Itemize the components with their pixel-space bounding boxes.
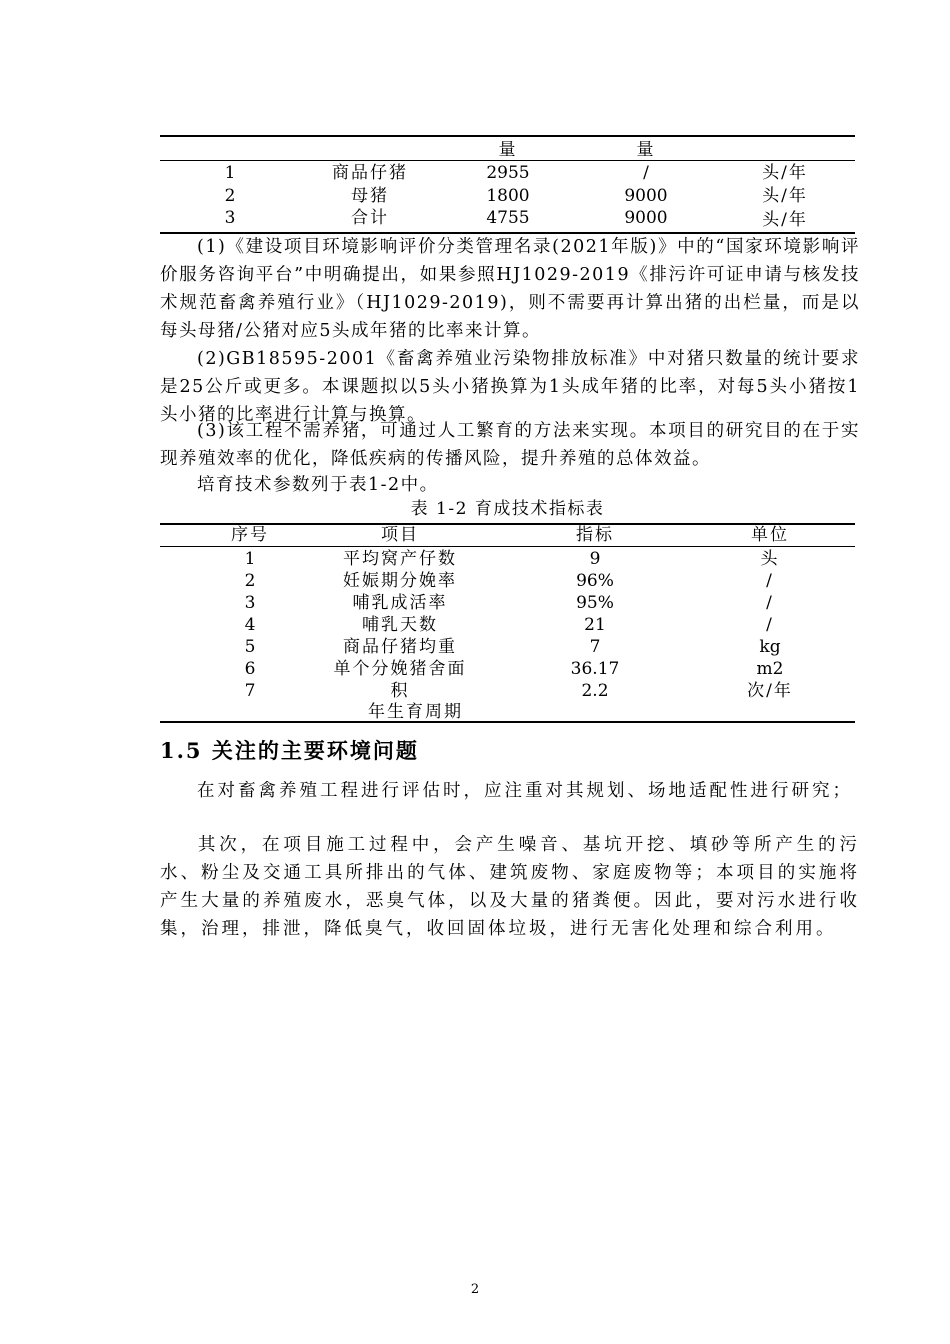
paragraph-text: (2)GB18595-2001《畜禽养殖业污染物排放标准》中对猪只数量的统计要求是25公斤或更多。本课题拟以5头小猪换算为1头成年猪的比率，对每5头小猪按1头小猪的比率进行计算与换算。 [160, 349, 860, 425]
table-cell: / [766, 593, 774, 613]
table-cell: / [766, 571, 774, 591]
table-cell: / [643, 163, 649, 183]
table-cell: 4 [244, 615, 256, 635]
table-cell: 9 [589, 549, 601, 569]
paragraph-1 [160, 233, 860, 345]
table-cell: 2 [244, 571, 256, 591]
table-cell: 妊娠期分娩率 [343, 571, 457, 591]
table-cell-overflow: 年生育周期 [368, 702, 463, 722]
table-cell: 4755 [486, 208, 530, 228]
paragraph-text: 培育技术参数列于表1-2中。 [197, 475, 439, 495]
table-header-cell: 项目 [381, 525, 419, 545]
table-cell: 商品仔猪 [332, 163, 408, 183]
table-cell: kg [759, 637, 781, 657]
table-cell: 2 [224, 186, 236, 206]
table-cell: 3 [224, 208, 236, 228]
table-cell: 积 [390, 681, 410, 701]
table-cell: 次/年 [747, 681, 793, 701]
table-cell: 3 [244, 593, 256, 613]
table-cell: m2 [756, 659, 784, 679]
page-number: 2 [470, 1282, 480, 1297]
table-caption: 表 1-2 育成技术指标表 [410, 499, 605, 519]
table-cell: 单个分娩猪舍面 [333, 659, 467, 679]
section-paragraph-1 [160, 777, 860, 805]
table-cell: 21 [584, 615, 606, 635]
table-cell: 商品仔猪均重 [343, 637, 457, 657]
table-cell: 头/年 [762, 210, 808, 230]
table-cell: 9000 [624, 186, 668, 206]
table-header-rule [160, 546, 855, 547]
table-bottom-rule [160, 721, 855, 723]
table-cell: 1 [244, 549, 256, 569]
section-paragraph-2 [160, 831, 860, 943]
paragraph-text: 其次，在项目施工过程中，会产生噪音、基坑开挖、填砂等所产生的污水、粉尘及交通工具所排出的气体、建筑废物、家庭废物等；本项目的实施将产生大量的养殖废水，恶臭气体，以及大量的猪粪便。因此，要对污水进行收集，治理，排泄，降低臭气，收回固体垃圾，进行无害化处理和综合利用。 [160, 835, 860, 939]
table-cell: 1 [224, 163, 236, 183]
table-cell: 2955 [486, 163, 530, 183]
table-cell: 哺乳成活率 [352, 593, 448, 613]
table-cell: 7 [589, 637, 601, 657]
table-cell: 哺乳天数 [362, 615, 438, 635]
table-cell: 96% [576, 571, 614, 591]
section-heading: 1.5 关注的主要环境问题 [160, 738, 419, 763]
table-cell: 6 [244, 659, 256, 679]
table-cell: 平均窝产仔数 [343, 549, 457, 569]
table-header-rule [160, 160, 855, 161]
paragraph-text: (1)《建设项目环境影响评价分类管理名录(2021年版)》中的“国家环境影响评价服务咨询平台”中明确提出，如果参照HJ1029-2019《排污许可证申请与核发技术规范畜禽养殖行业》（HJ1029-2019)，则不需要再计算出猪的出栏量，而是以每头母猪/公猪对应5头成年猪的比率来计算。 [160, 237, 860, 341]
table-header-cell: 指标 [576, 525, 614, 545]
table-cell: 母猪 [351, 186, 389, 206]
table-top-rule [160, 135, 855, 137]
table-cell: 头/年 [762, 163, 808, 183]
table-header-cell: 单位 [751, 525, 789, 545]
table-cell: 头/年 [762, 186, 808, 206]
paragraph-text: 在对畜禽养殖工程进行评估时，应注重对其规划、场地适配性进行研究； [197, 781, 853, 801]
table-cell: / [766, 615, 774, 635]
paragraph-text: (3)该工程不需养猪，可通过人工繁育的方法来实现。本项目的研究目的在于实现养殖效率的优化，降低疾病的传播风险，提升养殖的总体效益。 [160, 421, 860, 469]
table-cell: 36.17 [570, 659, 620, 679]
table-cell: 1800 [486, 186, 530, 206]
paragraph-3 [160, 417, 860, 473]
table-header-cell: 量 [636, 140, 656, 160]
table-cell: 95% [576, 593, 614, 613]
table-cell: 5 [244, 637, 256, 657]
table-header-cell: 量 [498, 140, 518, 160]
table-cell: 7 [244, 681, 256, 701]
table-header-cell: 序号 [231, 525, 269, 545]
table-cell: 头 [760, 549, 780, 569]
table-cell: 2.2 [581, 681, 609, 701]
table-cell: 9000 [624, 208, 668, 228]
table-cell: 合计 [351, 208, 389, 228]
paragraph-4 [160, 471, 860, 499]
